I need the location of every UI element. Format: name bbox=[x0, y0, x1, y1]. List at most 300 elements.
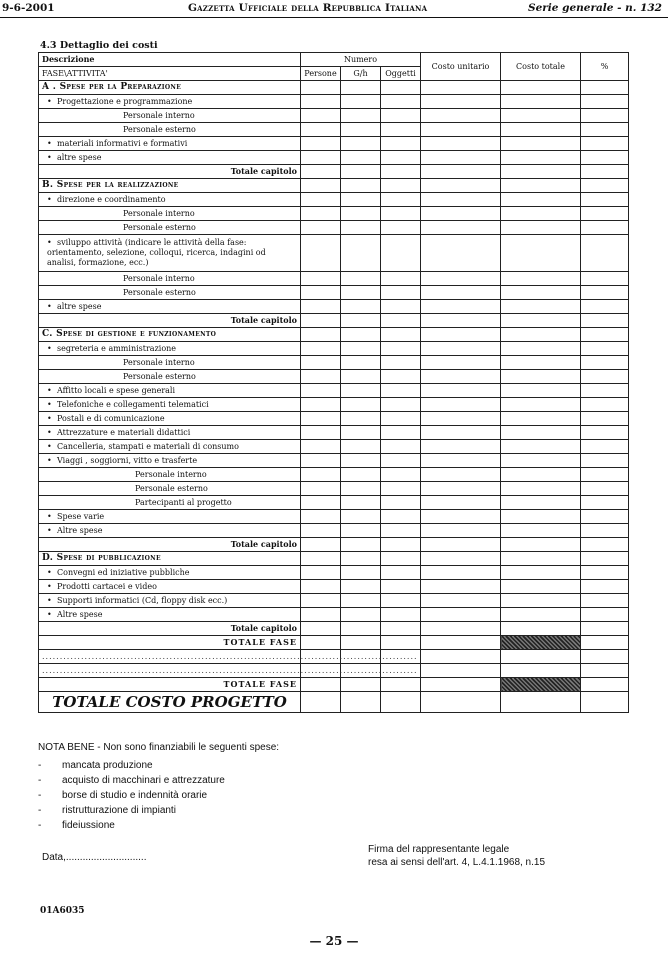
signature-block bbox=[368, 843, 545, 869]
list-dash: - bbox=[38, 760, 42, 771]
cell-percent bbox=[581, 538, 629, 552]
row-description: • Prodotti cartacei e video bbox=[39, 580, 301, 594]
cell-percent bbox=[581, 151, 629, 165]
cell-persone bbox=[301, 580, 341, 594]
cell-gh bbox=[341, 165, 381, 179]
cell-costo-unitario bbox=[421, 137, 501, 151]
row-description: • Postali e di comunicazione bbox=[39, 412, 301, 426]
cell-costo-unitario bbox=[421, 356, 501, 370]
cell-costo-unitario bbox=[421, 193, 501, 207]
cell-costo-totale bbox=[501, 286, 581, 300]
cell-percent bbox=[581, 608, 629, 622]
table-row bbox=[39, 342, 629, 356]
row-description: Personale esterno bbox=[39, 286, 301, 300]
cell-oggetti bbox=[381, 482, 421, 496]
header-persone: Persone bbox=[301, 67, 341, 81]
cell-percent bbox=[581, 468, 629, 482]
cell-oggetti bbox=[381, 426, 421, 440]
row-description: • Affitto locali e spese generali bbox=[39, 384, 301, 398]
cell-percent bbox=[581, 193, 629, 207]
cell-gh bbox=[341, 370, 381, 384]
cell-costo-totale bbox=[501, 678, 581, 692]
cell-percent bbox=[581, 272, 629, 286]
cell-costo-totale bbox=[501, 193, 581, 207]
cell-gh bbox=[341, 398, 381, 412]
cell-oggetti bbox=[381, 221, 421, 235]
header-fase-attivita: FASE\ATTIVITA' bbox=[39, 67, 301, 81]
cell-costo-unitario bbox=[421, 552, 501, 566]
cell-gh bbox=[341, 468, 381, 482]
cell-oggetti bbox=[381, 454, 421, 468]
list-dash: - bbox=[38, 805, 42, 816]
cell-costo-unitario bbox=[421, 314, 501, 328]
cell-gh bbox=[341, 482, 381, 496]
header-costo-totale: Costo totale bbox=[501, 53, 581, 81]
row-description: • Altre spese bbox=[39, 524, 301, 538]
cell-costo-unitario bbox=[421, 342, 501, 356]
table-row bbox=[39, 426, 629, 440]
row-description: • Convegni ed iniziative pubbliche bbox=[39, 566, 301, 580]
cell-gh bbox=[341, 566, 381, 580]
cell-costo-totale bbox=[501, 538, 581, 552]
cell-persone bbox=[301, 137, 341, 151]
list-item bbox=[38, 818, 225, 833]
row-description: TOTALE FASE bbox=[39, 678, 301, 692]
table-row bbox=[39, 137, 629, 151]
cell-oggetti bbox=[381, 538, 421, 552]
cell-costo-unitario bbox=[421, 594, 501, 608]
row-description: Personale interno bbox=[39, 356, 301, 370]
cell-percent bbox=[581, 650, 629, 664]
cell-costo-unitario bbox=[421, 678, 501, 692]
row-description: Totale capitolo bbox=[39, 314, 301, 328]
cell-oggetti bbox=[381, 524, 421, 538]
row-description: B. Spese per la realizzazione bbox=[39, 179, 301, 193]
table-row bbox=[39, 370, 629, 384]
cell-persone bbox=[301, 524, 341, 538]
row-description: D. Spese di pubblicazione bbox=[39, 552, 301, 566]
cell-costo-unitario bbox=[421, 81, 501, 95]
cell-gh bbox=[341, 538, 381, 552]
table-row bbox=[39, 314, 629, 328]
row-description: • direzione e coordinamento bbox=[39, 193, 301, 207]
header-series: Serie generale - n. 132 bbox=[528, 2, 662, 14]
cell-percent bbox=[581, 426, 629, 440]
cell-persone bbox=[301, 412, 341, 426]
table-row bbox=[39, 608, 629, 622]
cell-costo-totale bbox=[501, 95, 581, 109]
cell-gh bbox=[341, 235, 381, 272]
row-description: Totale capitolo bbox=[39, 622, 301, 636]
cell-costo-unitario bbox=[421, 580, 501, 594]
table-row bbox=[39, 594, 629, 608]
cell-oggetti bbox=[381, 552, 421, 566]
cell-persone bbox=[301, 482, 341, 496]
cell-persone bbox=[301, 426, 341, 440]
row-description: • materiali informativi e formativi bbox=[39, 137, 301, 151]
list-item-text: acquisto di macchinari e attrezzature bbox=[62, 775, 225, 786]
cell-gh bbox=[341, 552, 381, 566]
cell-percent bbox=[581, 81, 629, 95]
list-item bbox=[38, 788, 225, 803]
cell-oggetti bbox=[381, 468, 421, 482]
row-description: • Altre spese bbox=[39, 608, 301, 622]
cell-percent bbox=[581, 342, 629, 356]
cell-persone bbox=[301, 496, 341, 510]
cell-costo-totale bbox=[501, 165, 581, 179]
row-description: Personale interno bbox=[39, 468, 301, 482]
cell-gh bbox=[341, 692, 381, 713]
cell-oggetti bbox=[381, 314, 421, 328]
cell-gh bbox=[341, 300, 381, 314]
cell-oggetti bbox=[381, 594, 421, 608]
table-row bbox=[39, 454, 629, 468]
row-description: TOTALE COSTO PROGETTO bbox=[39, 692, 301, 713]
cell-costo-unitario bbox=[421, 664, 501, 678]
cell-costo-unitario bbox=[421, 510, 501, 524]
cell-costo-totale bbox=[501, 109, 581, 123]
cell-oggetti bbox=[381, 179, 421, 193]
cell-gh bbox=[341, 594, 381, 608]
cell-gh bbox=[341, 454, 381, 468]
list-dash: - bbox=[38, 775, 42, 786]
cell-persone bbox=[301, 594, 341, 608]
cell-costo-unitario bbox=[421, 692, 501, 713]
cell-persone bbox=[301, 678, 341, 692]
cell-persone bbox=[301, 109, 341, 123]
cell-costo-totale bbox=[501, 151, 581, 165]
table-row bbox=[39, 398, 629, 412]
cell-oggetti bbox=[381, 398, 421, 412]
cell-persone bbox=[301, 440, 341, 454]
cell-percent bbox=[581, 566, 629, 580]
cell-persone bbox=[301, 342, 341, 356]
cell-persone bbox=[301, 286, 341, 300]
cell-costo-unitario bbox=[421, 207, 501, 221]
cell-costo-unitario bbox=[421, 524, 501, 538]
cell-persone bbox=[301, 510, 341, 524]
cell-costo-unitario bbox=[421, 454, 501, 468]
cell-costo-unitario bbox=[421, 272, 501, 286]
row-description: • Spese varie bbox=[39, 510, 301, 524]
table-row bbox=[39, 664, 629, 678]
cell-oggetti bbox=[381, 272, 421, 286]
header-rule bbox=[0, 17, 668, 18]
signature-line-2: resa ai sensi dell'art. 4, L.4.1.1968, n.15 bbox=[368, 857, 546, 868]
table-row bbox=[39, 468, 629, 482]
cell-gh bbox=[341, 524, 381, 538]
table-row bbox=[39, 692, 629, 713]
cell-costo-unitario bbox=[421, 370, 501, 384]
cell-gh bbox=[341, 608, 381, 622]
cell-gh bbox=[341, 426, 381, 440]
cell-percent bbox=[581, 109, 629, 123]
cell-persone bbox=[301, 636, 341, 650]
cell-persone bbox=[301, 314, 341, 328]
cell-oggetti bbox=[381, 286, 421, 300]
cell-costo-totale bbox=[501, 636, 581, 650]
cell-gh bbox=[341, 286, 381, 300]
page-header bbox=[0, 2, 668, 16]
cell-costo-totale bbox=[501, 552, 581, 566]
cell-persone bbox=[301, 608, 341, 622]
row-description: • Progettazione e programmazione bbox=[39, 95, 301, 109]
cell-costo-totale bbox=[501, 81, 581, 95]
cell-percent bbox=[581, 678, 629, 692]
table-row bbox=[39, 300, 629, 314]
row-description: • sviluppo attività (indicare le attività della fase: orientamento, selezione, colloqui, ricerca, indagini od analisi, formazione, ecc.) bbox=[39, 235, 301, 272]
cell-gh bbox=[341, 137, 381, 151]
cell-oggetti bbox=[381, 580, 421, 594]
cell-persone bbox=[301, 538, 341, 552]
table-row bbox=[39, 151, 629, 165]
table-row bbox=[39, 440, 629, 454]
cell-persone bbox=[301, 81, 341, 95]
cell-percent bbox=[581, 221, 629, 235]
date-field: Data,............................. bbox=[42, 852, 147, 863]
row-description: TOTALE FASE bbox=[39, 636, 301, 650]
cell-costo-totale bbox=[501, 384, 581, 398]
row-description: A . Spese per la Preparazione bbox=[39, 81, 301, 95]
row-description: • Viaggi , soggiorni, vitto e trasferte bbox=[39, 454, 301, 468]
table-row bbox=[39, 328, 629, 342]
cell-percent bbox=[581, 370, 629, 384]
cell-gh bbox=[341, 179, 381, 193]
cell-costo-unitario bbox=[421, 636, 501, 650]
cell-percent bbox=[581, 286, 629, 300]
header-gh: G/h bbox=[341, 67, 381, 81]
table-header-row-1 bbox=[39, 53, 629, 67]
cell-costo-totale bbox=[501, 454, 581, 468]
cell-costo-unitario bbox=[421, 235, 501, 272]
cell-costo-totale bbox=[501, 342, 581, 356]
cell-oggetti bbox=[381, 81, 421, 95]
list-item-text: borse di studio e indennità orarie bbox=[62, 790, 208, 801]
cell-percent bbox=[581, 454, 629, 468]
table-row bbox=[39, 179, 629, 193]
row-description: Personale esterno bbox=[39, 123, 301, 137]
cell-gh bbox=[341, 342, 381, 356]
cell-oggetti bbox=[381, 608, 421, 622]
cell-costo-unitario bbox=[421, 109, 501, 123]
cell-percent bbox=[581, 412, 629, 426]
cell-persone bbox=[301, 566, 341, 580]
table-row bbox=[39, 510, 629, 524]
cell-costo-unitario bbox=[421, 151, 501, 165]
cell-oggetti bbox=[381, 636, 421, 650]
cell-persone bbox=[301, 454, 341, 468]
cell-persone bbox=[301, 622, 341, 636]
cell-costo-totale bbox=[501, 496, 581, 510]
cell-costo-unitario bbox=[421, 538, 501, 552]
cell-costo-unitario bbox=[421, 95, 501, 109]
cell-costo-totale bbox=[501, 300, 581, 314]
cell-percent bbox=[581, 137, 629, 151]
cell-costo-unitario bbox=[421, 622, 501, 636]
cell-costo-totale bbox=[501, 370, 581, 384]
cell-persone bbox=[301, 468, 341, 482]
cost-detail-table bbox=[38, 52, 629, 713]
cell-persone bbox=[301, 384, 341, 398]
cell-costo-totale bbox=[501, 664, 581, 678]
cell-costo-totale bbox=[501, 510, 581, 524]
cell-gh bbox=[341, 636, 381, 650]
cell-percent bbox=[581, 524, 629, 538]
row-description: .......................................................................................................... bbox=[39, 664, 301, 678]
cell-oggetti bbox=[381, 510, 421, 524]
cell-gh bbox=[341, 622, 381, 636]
header-journal: Gazzetta Ufficiale della Repubblica Italiana bbox=[188, 2, 428, 14]
cell-percent bbox=[581, 179, 629, 193]
row-description: Personale interno bbox=[39, 207, 301, 221]
cell-persone bbox=[301, 95, 341, 109]
cell-oggetti bbox=[381, 440, 421, 454]
row-description: • Supporti informatici (Cd, floppy disk ecc.) bbox=[39, 594, 301, 608]
list-item-text: mancata produzione bbox=[62, 760, 153, 771]
cell-costo-totale bbox=[501, 524, 581, 538]
cell-percent bbox=[581, 356, 629, 370]
cell-oggetti bbox=[381, 123, 421, 137]
row-description: • altre spese bbox=[39, 300, 301, 314]
cell-percent bbox=[581, 440, 629, 454]
cell-costo-unitario bbox=[421, 179, 501, 193]
cell-costo-totale bbox=[501, 412, 581, 426]
table-row bbox=[39, 538, 629, 552]
list-item-text: fideiussione bbox=[62, 820, 115, 831]
cell-oggetti bbox=[381, 207, 421, 221]
table-row bbox=[39, 384, 629, 398]
cell-oggetti bbox=[381, 151, 421, 165]
cell-persone bbox=[301, 398, 341, 412]
cell-costo-totale bbox=[501, 580, 581, 594]
row-description: Totale capitolo bbox=[39, 165, 301, 179]
signature-line-1: Firma del rappresentante legale bbox=[368, 844, 510, 855]
table-row bbox=[39, 524, 629, 538]
cell-persone bbox=[301, 300, 341, 314]
cell-costo-totale bbox=[501, 207, 581, 221]
cell-costo-unitario bbox=[421, 496, 501, 510]
cell-persone bbox=[301, 370, 341, 384]
cell-oggetti bbox=[381, 356, 421, 370]
cell-costo-totale bbox=[501, 314, 581, 328]
cell-persone bbox=[301, 328, 341, 342]
cell-percent bbox=[581, 300, 629, 314]
cell-costo-unitario bbox=[421, 412, 501, 426]
cell-oggetti bbox=[381, 622, 421, 636]
cell-costo-totale bbox=[501, 426, 581, 440]
page-number: — 25 — bbox=[309, 934, 359, 948]
table-row bbox=[39, 356, 629, 370]
cell-costo-totale bbox=[501, 179, 581, 193]
cell-costo-totale bbox=[501, 650, 581, 664]
cell-costo-totale bbox=[501, 221, 581, 235]
row-description: .......................................................................................................... bbox=[39, 650, 301, 664]
cell-costo-totale bbox=[501, 692, 581, 713]
cell-persone bbox=[301, 179, 341, 193]
list-dash: - bbox=[38, 820, 42, 831]
cell-gh bbox=[341, 207, 381, 221]
list-dash: - bbox=[38, 790, 42, 801]
cell-costo-totale bbox=[501, 566, 581, 580]
list-item bbox=[38, 773, 225, 788]
cell-gh bbox=[341, 412, 381, 426]
cell-gh bbox=[341, 384, 381, 398]
header-descrizione: Descrizione bbox=[39, 53, 301, 67]
cell-costo-unitario bbox=[421, 300, 501, 314]
cell-gh bbox=[341, 221, 381, 235]
cell-oggetti bbox=[381, 370, 421, 384]
header-costo-unitario: Costo unitario bbox=[421, 53, 501, 81]
cell-oggetti bbox=[381, 678, 421, 692]
row-description: • Cancelleria, stampati e materiali di consumo bbox=[39, 440, 301, 454]
row-description: Personale esterno bbox=[39, 370, 301, 384]
cell-percent bbox=[581, 207, 629, 221]
table-row bbox=[39, 496, 629, 510]
cell-gh bbox=[341, 109, 381, 123]
cell-oggetti bbox=[381, 692, 421, 713]
cell-costo-unitario bbox=[421, 650, 501, 664]
header-percent: % bbox=[581, 53, 629, 81]
cell-persone bbox=[301, 193, 341, 207]
cell-percent bbox=[581, 235, 629, 272]
cell-costo-unitario bbox=[421, 440, 501, 454]
cell-gh bbox=[341, 496, 381, 510]
table-row bbox=[39, 580, 629, 594]
cell-costo-totale bbox=[501, 594, 581, 608]
cell-persone bbox=[301, 151, 341, 165]
cell-costo-unitario bbox=[421, 221, 501, 235]
table-row bbox=[39, 650, 629, 664]
cell-costo-totale bbox=[501, 123, 581, 137]
cell-oggetti bbox=[381, 384, 421, 398]
cell-persone bbox=[301, 207, 341, 221]
row-description: • segreteria e amministrazione bbox=[39, 342, 301, 356]
cell-percent bbox=[581, 622, 629, 636]
cell-costo-totale bbox=[501, 137, 581, 151]
cell-oggetti bbox=[381, 328, 421, 342]
cell-costo-unitario bbox=[421, 566, 501, 580]
cell-costo-totale bbox=[501, 440, 581, 454]
cell-oggetti bbox=[381, 566, 421, 580]
table-row bbox=[39, 109, 629, 123]
cell-costo-unitario bbox=[421, 328, 501, 342]
cell-gh bbox=[341, 81, 381, 95]
cell-gh bbox=[341, 510, 381, 524]
table-row bbox=[39, 678, 629, 692]
table-row bbox=[39, 95, 629, 109]
row-description: Personale interno bbox=[39, 109, 301, 123]
cell-costo-unitario bbox=[421, 384, 501, 398]
cell-percent bbox=[581, 594, 629, 608]
cell-costo-totale bbox=[501, 398, 581, 412]
cell-costo-totale bbox=[501, 622, 581, 636]
cell-costo-totale bbox=[501, 328, 581, 342]
cell-percent bbox=[581, 664, 629, 678]
document-code: 01A6035 bbox=[40, 906, 85, 916]
cell-gh bbox=[341, 440, 381, 454]
cell-percent bbox=[581, 123, 629, 137]
row-description: Personale esterno bbox=[39, 482, 301, 496]
nota-bene: NOTA BENE - Non sono finanziabili le seguenti spese: bbox=[38, 742, 280, 753]
cell-costo-totale bbox=[501, 356, 581, 370]
cell-percent bbox=[581, 496, 629, 510]
row-description: Partecipanti al progetto bbox=[39, 496, 301, 510]
cell-costo-totale bbox=[501, 482, 581, 496]
table-row bbox=[39, 552, 629, 566]
cell-gh bbox=[341, 123, 381, 137]
cell-oggetti bbox=[381, 165, 421, 179]
cell-persone bbox=[301, 235, 341, 272]
